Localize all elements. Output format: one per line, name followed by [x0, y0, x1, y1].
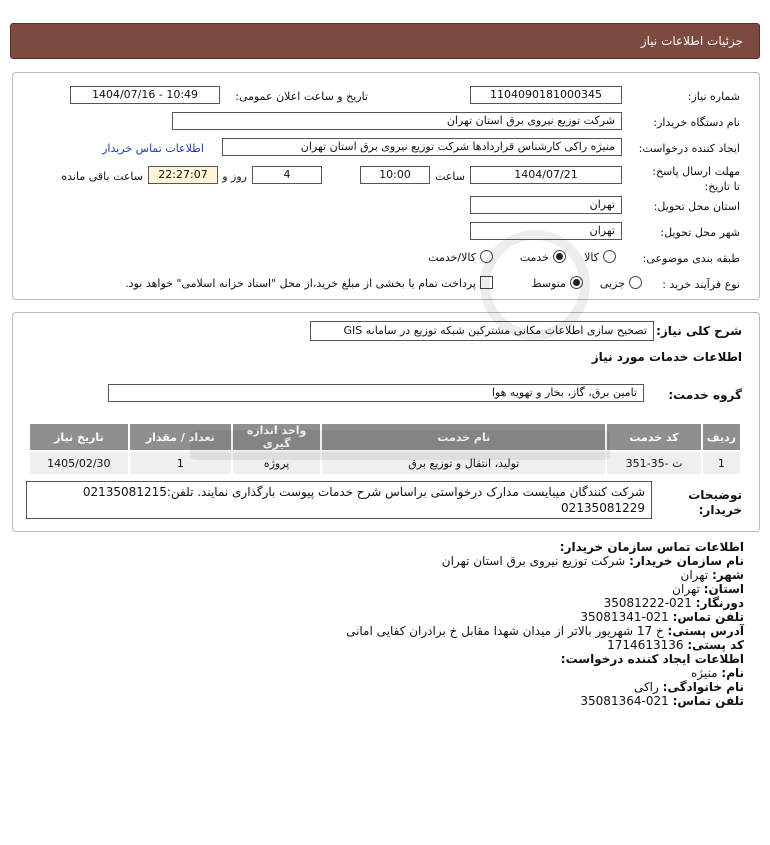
deadline-label: مهلت ارسال پاسخ: تا تاریخ: [652, 165, 740, 193]
remaining-days-field: 4 [252, 166, 322, 184]
category-service-label: خدمت [519, 251, 549, 264]
table-header-row [29, 423, 741, 451]
buyer-notes-line2: 02135081229 [561, 501, 645, 515]
page-title: جزئیات اطلاعات نیاز [640, 34, 743, 48]
purchase-type-label: نوع فرآیند خرید : [662, 278, 740, 291]
contact-fax-line [604, 596, 744, 610]
requester-field: منیژه راکی کارشناس قراردادها شرکت توزیع نیروی برق استان تهران [222, 138, 622, 156]
contact-org-line [442, 554, 744, 568]
cell-code: ت -35-351 [606, 451, 701, 475]
col-unit-header: واحد اندازه گیری [232, 423, 321, 451]
creator-name-line [691, 666, 744, 680]
delivery-province-label: استان محل تحویل: [653, 200, 740, 213]
remaining-time-field: 22:27:07 [148, 166, 218, 184]
creator-title: اطلاعات ایجاد کننده درخواست: [560, 652, 744, 666]
creator-name-label: نام: [721, 666, 744, 680]
col-row-header: ردیف [702, 423, 741, 451]
contact-fax-value: 021-35081222 [603, 596, 692, 610]
cell-qty: 1 [129, 451, 232, 475]
contact-city-value: تهران [680, 568, 709, 582]
contact-province-value: تهران [672, 582, 700, 596]
contact-province-label: استان: [703, 582, 744, 596]
need-number-label: شماره نیاز: [687, 90, 740, 103]
buyer-contact-link[interactable]: اطلاعات تماس خریدار [102, 142, 204, 155]
contact-province-line [672, 582, 744, 596]
treasury-checkbox[interactable] [480, 276, 493, 289]
delivery-city-label: شهر محل تحویل: [660, 226, 740, 239]
services-title: اطلاعات خدمات مورد نیاز [591, 350, 742, 364]
announce-datetime-field: 1404/07/16 - 10:49 [70, 86, 220, 104]
remaining-time-label: ساعت باقی مانده [61, 170, 143, 183]
creator-phone-value: 021-35081364 [580, 694, 669, 708]
summary-label: شرح کلی نیاز: [656, 324, 742, 338]
delivery-city-field: تهران [470, 222, 622, 240]
contact-org-value: شرکت توزیع نیروی برق استان تهران [441, 554, 626, 568]
summary-field: تصحیح سازی اطلاعات مکانی مشترکین شبکه توزیع در سامانه GIS [310, 321, 654, 341]
contact-postal-label: کد پستی: [687, 638, 744, 652]
col-date-header: تاریخ نیاز [29, 423, 129, 451]
contact-address-line [346, 624, 744, 638]
purchase-medium-radio[interactable] [570, 276, 583, 289]
creator-family-line [634, 680, 744, 694]
creator-family-value: راکی [633, 680, 659, 694]
contact-city-label: شهر: [712, 568, 744, 582]
purchase-medium-label: متوسط [531, 277, 566, 290]
contact-address-label: آدرس پستی: [667, 624, 744, 638]
contact-address-value: خ 17 شهریور بالاتر از میدان شهدا مقابل خ برادران کفایی امانی [346, 624, 664, 638]
deadline-time-field: 10:00 [360, 166, 430, 184]
creator-phone-line [580, 694, 744, 708]
contact-title: اطلاعات تماس سازمان خریدار: [559, 540, 744, 554]
delivery-province-field: تهران [470, 196, 622, 214]
buyer-org-label: نام دستگاه خریدار: [653, 116, 740, 129]
deadline-time-label: ساعت [435, 170, 465, 183]
page-header [10, 23, 760, 59]
treasury-note: پرداخت تمام یا بخشی از مبلغ خرید،از محل "اسناد خزانه اسلامی" خواهد بود. [125, 277, 476, 290]
category-goods-radio[interactable] [603, 250, 616, 263]
buyer-org-field: شرکت توزیع نیروی برق استان تهران [172, 112, 622, 130]
purchase-minor-radio[interactable] [629, 276, 642, 289]
requester-label: ایجاد کننده درخواست: [638, 142, 740, 155]
buyer-notes-line1: شرکت کنندگان میبایست مدارک درخواستی براساس شرح خدمات پیوست بارگذاری نمایند. تلفن:02135081215 [82, 485, 645, 499]
days-label: روز و [222, 170, 247, 183]
contact-phone-label: تلفن تماس: [672, 610, 744, 624]
buyer-notes-box [26, 481, 652, 519]
category-goods-label: کالا [584, 251, 599, 264]
cell-row: 1 [702, 451, 741, 475]
service-group-label: گروه خدمت: [668, 388, 742, 402]
creator-family-label: نام خانوادگی: [662, 680, 744, 694]
deadline-date-field: 1404/07/21 [470, 166, 622, 184]
contact-fax-label: دورنگار: [695, 596, 744, 610]
contact-postal-line [607, 638, 744, 652]
creator-name-value: منیژه [690, 666, 718, 680]
creator-phone-label: تلفن تماس: [672, 694, 744, 708]
need-number-field: 1104090181000345 [470, 86, 622, 104]
contact-postal-value: 1714613136 [607, 638, 684, 652]
category-goods-service-label: کالا/خدمت [428, 251, 476, 264]
table-row [29, 451, 741, 475]
service-group-field: تامین برق، گاز، بخار و تهویه هوا [108, 384, 644, 402]
buyer-notes-label: توضیحات خریدار: [688, 488, 742, 517]
announce-datetime-label: تاریخ و ساعت اعلان عمومی: [235, 90, 368, 103]
contact-city-line [681, 568, 744, 582]
cell-unit: پروژه [232, 451, 321, 475]
contact-phone-line [580, 610, 744, 624]
contact-org-label: نام سازمان خریدار: [629, 554, 744, 568]
category-goods-service-radio[interactable] [480, 250, 493, 263]
purchase-minor-label: جزیی [599, 277, 625, 290]
col-name-header: نام خدمت [321, 423, 606, 451]
contact-phone-value: 021-35081341 [580, 610, 669, 624]
category-service-radio[interactable] [553, 250, 566, 263]
cell-name: تولید، انتقال و توزیع برق [321, 451, 606, 475]
col-code-header: کد خدمت [606, 423, 701, 451]
category-label: طبقه بندی موضوعی: [642, 252, 740, 265]
cell-date: 1405/02/30 [29, 451, 129, 475]
col-qty-header: تعداد / مقدار [129, 423, 232, 451]
services-table [28, 422, 742, 476]
